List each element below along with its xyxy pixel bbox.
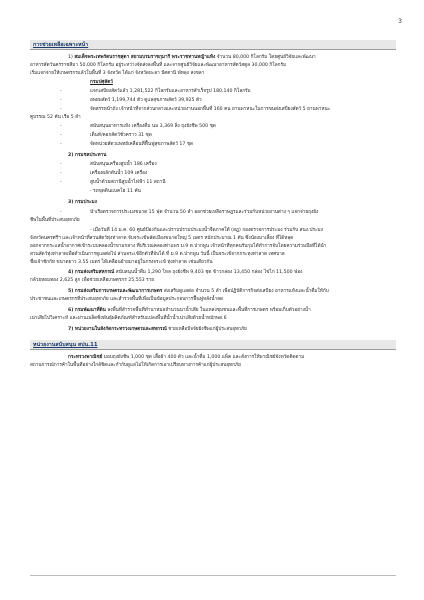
item-1-title: สมเด็จพระเทพรัตนราชสุดา สยามบรมราชกุมารี พระราชทานหญ้าแห้ง: [74, 55, 216, 60]
fisheries-para-2-l3: ออกจากกระแสน้ำอากาศเข้าระบบคลองน้ำขามกลาง ที่บริเวณคลองท่าแพร ม.9 ต.ปากพูน เจ้าหน้าที่ทุกคนรับกุมได้ทำการจับโดยความร่วมมือที่ได้นำ: [30, 244, 327, 249]
item-7-number: 7): [68, 327, 74, 332]
fisheries-para-1: นำเรือตรวจการประมงขนาด 15 ฟุต จำนวน 50 ลำ ออกช่วยเหลือราษฎรและร่วมกับหน่วยงานต่าง ๆ แจกจ่ายถุงยัง: [90, 210, 319, 215]
dept-livestock-title: กรมปศุสัตว์: [90, 80, 113, 85]
item-2-heading: [68, 153, 106, 159]
item-1-number: 1): [68, 55, 73, 60]
dash-7: -: [60, 162, 62, 167]
item-5-line-2: ประชาชนและเกษตรกรที่ประสบอุทกภัย และสำรวจพื้นที่เพื่อเป็นข้อมูลประกอบการฟื้นฟูหลังน้ำลด: [30, 297, 224, 302]
dash-3: -: [60, 107, 62, 112]
commerce-line-2: สถานการณ์การค้าในพื้นที่อย่างใกล้ชิดและกำกับดูแลไม่ให้เกิดการเอาเปรียบทางการค้าแก่ผู้ประสบอุทกภัย: [30, 363, 241, 368]
item-5-line-1: [68, 289, 329, 295]
footer-rule: [30, 575, 396, 576]
livestock-bullet-3-cont: คูบรรณ 52 คัน เรือ 5 ลำ: [30, 115, 81, 120]
item-6-line-2: เน่าเสียไปวิเคราะห์ และผ่านเมล็ดซิ่งพันธุ์ผลิตภัณฑ์สำหรับแปลงพื้นที่น้ำน้ำเน่าเสียด้วยน้ำหมักพด.6: [30, 316, 227, 321]
item-4-text: สนับสนุนน้ำดื่ม 1,290 โหล ถุงยังชีพ 9,403 ชุด ข้าวกล่อง 13,450 กล่อง ไข่ไก่ 11,500 ฟอง: [115, 270, 303, 275]
livestock-bullet-6: จัดหน่วยสัตวแพทย์เคลื่อนที่ฟื้นฟูสุขภาพสัตว์ 17 ชุด: [90, 142, 194, 147]
item-6-number: 6): [68, 308, 74, 313]
livestock-bullet-4: สนับสนุนอาหารแห้ง เครื่องดื่ม นม 3,369 ลิ่ง ถุงยังชีพ 500 ชุด: [90, 124, 216, 129]
livestock-bullet-3: จัดสรรหน้าถัง เจ้าหน้าที่จากส่วนกลางและหน่วยงานนอกพื้นที่ 160 คน ยานพาหนะในการขนส่งเสบียงสัตว์ 5 ยานพาหนะ: [90, 107, 331, 112]
item-4-title: กรมส่งเสริมสหกรณ์: [74, 270, 115, 275]
dash-8: -: [60, 171, 62, 176]
fisheries-para-2-l4: สวนสัตว์ทุ่งท่าลาดเพื่อดำเนินการดูแลต่อไป ส่วนจระเข้อีกตัวที่จับได้ ที่ ม.9 ต.ปากพูน วันนี้ เป็นจระเข้จากกระทุงท่าลาด เทศบาล: [30, 252, 285, 257]
irrigation-bullet-3: สูบน้ำด้วยสถานีสูบน้ำไฟฟ้า 11 สถานี: [90, 180, 166, 185]
livestock-bullet-5: เต็นท์/คอกสัตว์ชั่วคราว 31 ชุด: [90, 133, 152, 138]
item-2-title: กรมชลประทาน: [75, 153, 107, 158]
dash-2: -: [60, 98, 62, 103]
item-6-line-1: [68, 308, 311, 314]
item-7-title: หน่วยงานในสังกัดกระทรวงเกษตรและสหกรณ์: [74, 327, 167, 332]
dash-4: -: [60, 124, 62, 129]
fisheries-para-2-l5: ชื่อเจ้าชักกัท ขนาดยาว 3.55 เมตร ได้เคลื่อนย้ายมาอยู่ในกรงจระเข้ ทุ่งท่าลาด เช่นเดียวกัน: [30, 260, 213, 265]
item-6-title: กรมพัฒนาที่ดิน: [74, 308, 106, 313]
item-3-heading: [68, 200, 97, 206]
item-7-line-1: [68, 327, 247, 333]
item-3-title: กรมประมง: [75, 200, 97, 205]
item-6-text: ลงพื้นที่สำรวจพื้นที่ทำนาหมอจำนวนนาน้ำเสีย ในแหล่งชุมชนและพื้นที่การเกษตร พร้อมเก็บตัวอย่างน้ำ: [107, 308, 311, 313]
section-header-immediate-assistance: การช่วยเหลือเฉพาะหน้า: [30, 40, 396, 50]
commerce-line-1: [68, 355, 304, 361]
dash-1: -: [60, 89, 62, 94]
item-5-title: กรมส่งเสริมการเกษตรและพัฒนาการเกษตร: [74, 289, 163, 294]
section-header-support-agencies: หน่วยงานสนับสนุน สปน.11: [30, 340, 396, 350]
livestock-bullet-2: อพยพสัตว์ 1,199,744 ตัว ดูแลสุขภาพสัตว์ 39,925 ตัว: [90, 98, 202, 103]
commerce-text: มอบถุงยังชีพ 1,000 ชุด เสื้อผ้า 400 ตัว และน้ำดื่ม 1,000 แพ็ค และสั่งการให้พาณิชย์จังหวัดติดตาม: [103, 355, 305, 360]
livestock-bullet-1: แจกเสบียงสัตว์แล้ว 1,281,522 กิโลกรัมและอาหารสำเร็จรูป 180,140 กิโลกรัม: [90, 89, 251, 94]
item-4-line-1: [68, 270, 302, 276]
fisheries-para-2-l2: จังหวัดนครศรีฯ และเจ้าหน้าที่สวนสัตว์ทุ่งท่าลาด จับจระเข้พลัดเมืองขนาดใหญ่ 5 เมตร หนักประมาณ 1 ตัน ซึ่งน้องมาเลี้ยง ที่ได้หลุด: [30, 236, 294, 241]
item-3-number: 3): [68, 200, 74, 205]
dash-6: -: [60, 142, 62, 147]
item-4-number: 4): [68, 270, 74, 275]
item-7-text: ช่วยเหลือปัจจัยยังชีพแก่ผู้ประสบอุทกภัย: [168, 327, 247, 332]
commerce-org-name: กระทรวงพาณิชย์: [68, 355, 103, 360]
item-1-line-1: [68, 55, 316, 61]
item-1-line-3: เริ่มแจกจ่ายให้เกษตรกรแล้วในพื้นที่ 3 จังหวัด ได้แก่ จังหวัดยะลา ปัตตานี พัทลุง สงขลา: [30, 71, 205, 76]
dash-9: -: [60, 180, 62, 185]
dash-10: -: [60, 210, 62, 215]
item-5-text: ส่งเสริมดูแลต่อ จำนวน 5 ลำ เพื่อปฏิบัติการกิจส่งเสบียง อาหารแห้งและน้ำดื่มให้กับ: [163, 289, 329, 294]
irrigation-bullet-2: เครื่องผลักดันน้ำ 109 เครื่อง: [90, 171, 148, 176]
item-4-line-2: กล้วยหอมทอง 2,625 ลูก เพื่อช่วยเหลือเกษตรกร 25,553 ราย: [30, 278, 155, 283]
irrigation-bullet-1: สนับสนุนเครื่องสูบน้ำ 186 เครื่อง: [90, 162, 157, 167]
fisheries-para-2: - เมื่อวันที่ 14 ม.ค. 60 ศูนย์ป้องกันและปราบปรามประมงน้ำจืดภาคใต้ (สฎ) กองตรวจการประมง ร่วมกับ สนง.ประมง: [90, 228, 323, 233]
dash-5: -: [60, 133, 62, 138]
fisheries-para-1-cont: ชีพในพื้นที่ประสบอุทกภัย: [30, 218, 80, 223]
page-number: 3: [398, 18, 402, 25]
irrigation-bullet-4: - รถขุดดินแบคโฮ 11 คัน: [90, 189, 141, 194]
item-1-line-2: อาหารสัตว์นครราชสีมา 50,000 กิโลกรัม อยู่ระหว่างจัดส่งลงพื้นที่ และจากศูนย์วิจัยและพัฒนาอาหารสัตว์สตูล 30,000 กิโลกรัม: [30, 63, 287, 68]
item-2-number: 2): [68, 153, 74, 158]
item-1-text: จำนวน 80,000 กิโลกรัม โดยศูนย์วิจัยและพัฒนา: [216, 55, 316, 60]
item-5-number: 5): [68, 289, 74, 294]
